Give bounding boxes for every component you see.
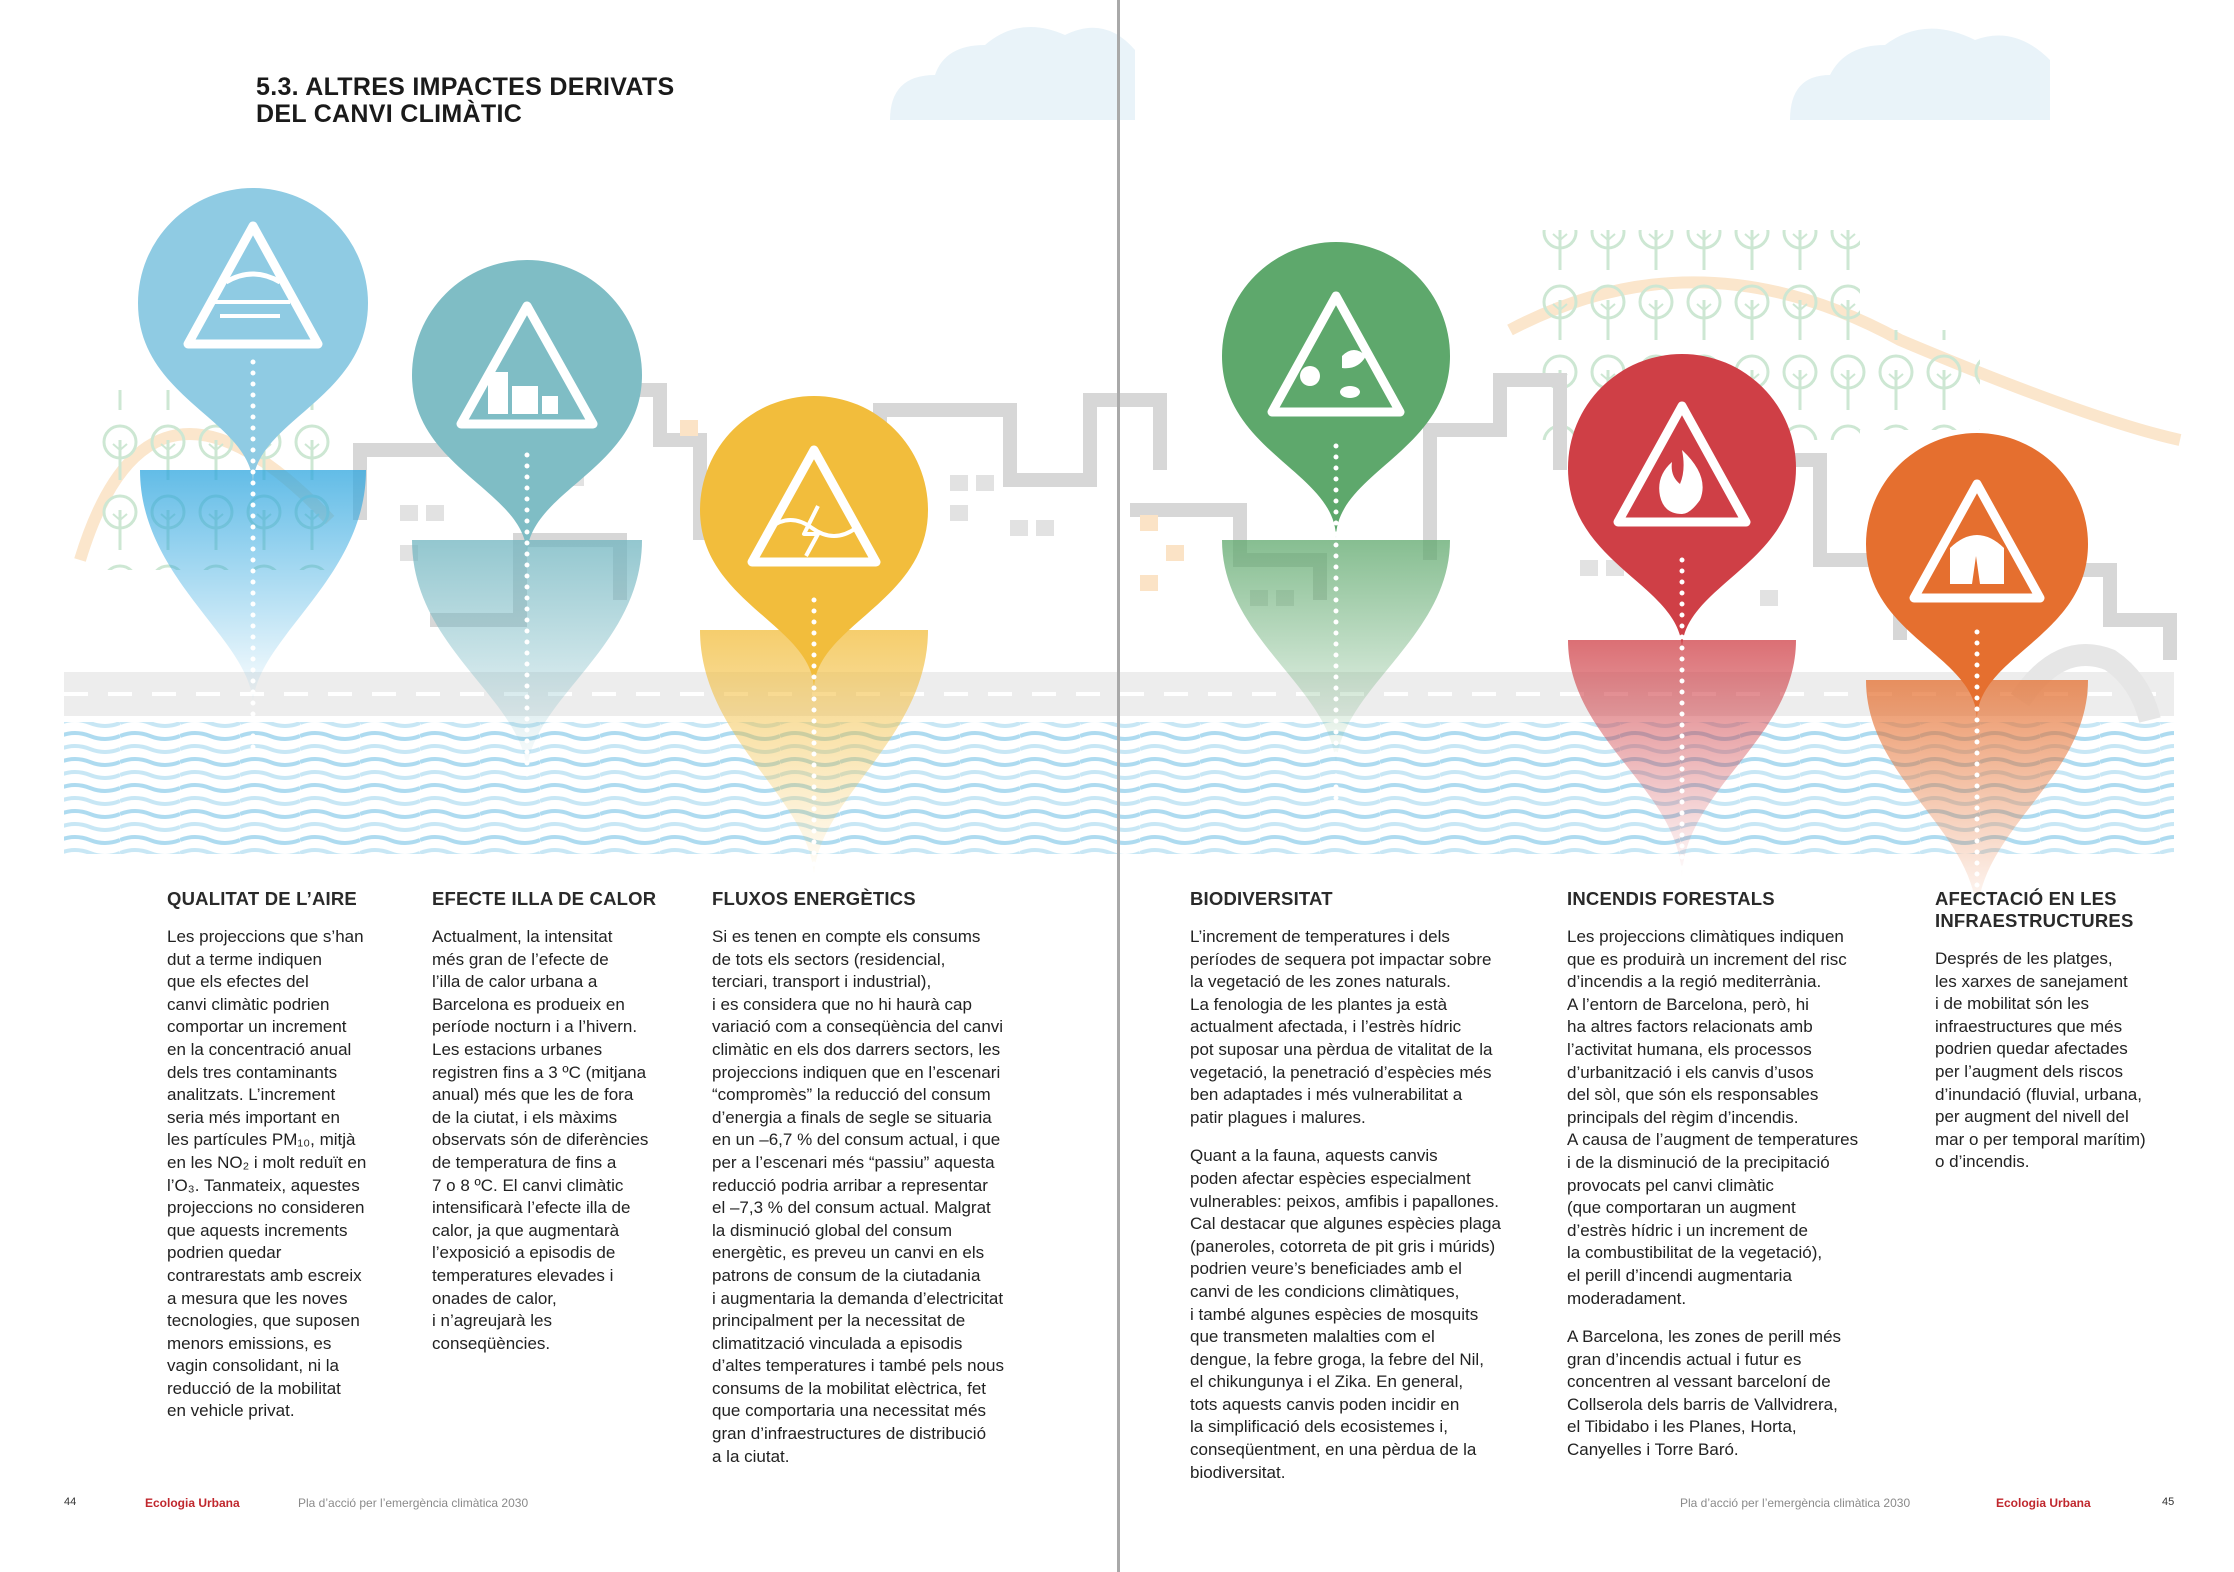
text-line: en vehicle privat. (167, 1401, 295, 1421)
text-line: per a l’escenari més “passiu” aquesta (712, 1152, 995, 1172)
text-line: La fenologia de les plantes ja està (1190, 994, 1448, 1014)
text-line: biodiversitat. (1190, 1462, 1286, 1482)
column-heat-island (432, 888, 682, 1371)
heading-line: INCENDIS FORESTALS (1567, 888, 1775, 909)
text-line: que es produirà un increment del risc (1567, 949, 1847, 969)
text-line: que els efectes del (167, 972, 309, 992)
text-line: moderadament. (1567, 1288, 1687, 1308)
text-line: vulnerables: peixos, amfibis i papallones. (1190, 1191, 1500, 1211)
text-line: conseqüentment, en una pèrdua de la (1190, 1440, 1477, 1460)
text-line: les xarxes de sanejament (1935, 971, 2128, 991)
text-line: dels tres contaminants (167, 1062, 338, 1082)
text-line: intensificarà l’efecte illa de (432, 1198, 631, 1218)
section-label-right: Ecologia Urbana (1996, 1496, 2091, 1510)
text-line: tecnologies, que suposen (167, 1311, 360, 1331)
column-energy-flows (712, 888, 1072, 1484)
text-line: el Tibidabo i les Planes, Horta, (1567, 1417, 1797, 1437)
document-title-right: Pla d’acció per l’emergència climàtica 2030 (1680, 1496, 1911, 1510)
text-line: patrons de consum de la ciutadania (712, 1265, 981, 1285)
heading-line: QUALITAT DE L’AIRE (167, 888, 357, 909)
heading-line: INFRAESTRUCTURES (1935, 910, 2134, 931)
clouds (890, 27, 2050, 120)
text-line: la simplificació dels ecosistemes i, (1190, 1417, 1448, 1437)
text-line: l’activitat humana, els processos (1567, 1039, 1812, 1059)
document-title-left: Pla d’acció per l’emergència climàtica 2030 (298, 1496, 529, 1510)
text-line: d’inundació (fluvial, urbana, (1935, 1084, 2142, 1104)
text-line: climàtic en els dos darrers sectors, les (712, 1039, 1001, 1059)
page-title (256, 74, 674, 128)
text-line: Barcelona es produeix en (432, 994, 625, 1014)
text-line: observats són de diferències (432, 1130, 649, 1150)
text-line: el –7,3 % del consum actual. Malgrat (712, 1198, 991, 1218)
column-biodiversity (1190, 888, 1560, 1500)
column-air-quality (167, 888, 407, 1439)
text-line: en la concentració anual (167, 1039, 352, 1059)
text-line: en un –6,7 % del consum actual, i que (712, 1130, 1001, 1150)
text-line: reducció podria arribar a representar (712, 1175, 988, 1195)
text-line: períodes de sequera pot impactar sobre (1190, 949, 1492, 969)
text-line: poden afectar espècies especialment (1190, 1168, 1471, 1188)
text-line: l’O₃. Tanmateix, aquestes (167, 1175, 360, 1195)
text-line: actualment afectada, i l’estrès hídric (1190, 1017, 1462, 1037)
text-line: (que comportaran un augment (1567, 1198, 1796, 1218)
text-line: registren fins a 3 ºC (mitjana (432, 1062, 647, 1082)
body-paragraph (1935, 948, 2205, 1174)
text-line: per l’augment dels riscos (1935, 1061, 2124, 1081)
text-line: provocats pel canvi climàtic (1567, 1175, 1774, 1195)
text-line: i n’agreujarà les (432, 1311, 553, 1331)
text-line: ben adaptades i més vulnerabilitat a (1190, 1085, 1463, 1105)
text-line: infraestructures que més (1935, 1016, 2123, 1036)
text-line: Després de les platges, (1935, 949, 2113, 968)
text-line: podrien quedar (167, 1243, 282, 1263)
text-line: de temperatura de fins a (432, 1152, 617, 1172)
text-line: el perill d’incendi augmentaria (1567, 1265, 1792, 1285)
text-line: Cal destacar que algunes espècies plaga (1190, 1214, 1501, 1234)
text-line: contrarestats amb escreix (167, 1265, 362, 1285)
text-line: i de mobilitat són les (1935, 994, 2090, 1014)
text-line: Les projeccions que s’han (167, 927, 364, 946)
text-line: d’altes temperatures i també pels nous (712, 1356, 1004, 1376)
text-line: i es considera que no hi haurà cap (712, 994, 972, 1014)
text-line: dut a terme indiquen (167, 949, 322, 969)
column-heading (1935, 888, 2205, 932)
column-infrastructure (1935, 888, 2205, 1190)
text-line: d’urbanització i els canvis d’usos (1567, 1062, 1814, 1082)
text-line: seria més important en (167, 1107, 340, 1127)
text-line: comportar un increment (167, 1017, 347, 1037)
body-paragraph (167, 926, 407, 1423)
text-line: patir plagues i malures. (1190, 1107, 1366, 1127)
text-line: principals del règim d’incendis. (1567, 1107, 1799, 1127)
text-line: Quant a la fauna, aquests canvis (1190, 1146, 1438, 1166)
text-line: d’energia a finals de segle se situaria (712, 1107, 992, 1127)
text-line: a la ciutat. (712, 1446, 790, 1466)
text-line: de la ciutat, i els màxims (432, 1107, 618, 1127)
text-line: el chikungunya i el Zika. En general, (1190, 1372, 1464, 1392)
text-line: període nocturn i a l’hivern. (432, 1017, 638, 1037)
text-line: projeccions indiquen que en l’escenari (712, 1062, 1001, 1082)
text-line: onades de calor, (432, 1288, 557, 1308)
text-line: a mesura que les noves (167, 1288, 348, 1308)
page-title-line-1: 5.3. ALTRES IMPACTES DERIVATS (256, 73, 675, 101)
text-line: variació com a conseqüència del canvi (712, 1017, 1004, 1037)
pin-heat (412, 260, 642, 800)
text-line: reducció de la mobilitat (167, 1378, 341, 1398)
text-line: l’exposició a episodis de (432, 1243, 616, 1263)
text-line: podrien quedar afectades (1935, 1039, 2128, 1059)
text-line: que comportaria una necessitat més (712, 1401, 987, 1421)
text-line: 7 o 8 ºC. El canvi climàtic (432, 1175, 624, 1195)
text-line: terciari, transport i industrial), (712, 972, 932, 992)
section-label-left: Ecologia Urbana (145, 1496, 240, 1510)
text-line: vagin consolidant, ni la (167, 1356, 340, 1376)
heading-line: FLUXOS ENERGÈTICS (712, 888, 916, 909)
page-number-left: 44 (64, 1496, 77, 1508)
column-heading (432, 888, 682, 910)
text-line: que aquests increments (167, 1220, 348, 1240)
body-paragraph (1190, 926, 1560, 1129)
page-spine (1117, 0, 1120, 1572)
text-line: L’increment de temperatures i dels (1190, 927, 1450, 946)
text-line: Collserola dels barris de Vallvidrera, (1567, 1394, 1838, 1414)
text-line: d’incendis a la regió mediterrània. (1567, 972, 1822, 992)
text-line: d’estrès hídric i un increment de (1567, 1220, 1808, 1240)
body-paragraph (1190, 1145, 1560, 1484)
page-number-right: 45 (2162, 1496, 2175, 1508)
text-line: consums de la mobilitat elèctrica, fet (712, 1378, 987, 1398)
text-line: A Barcelona, les zones de perill més (1567, 1327, 1842, 1347)
text-line: mar o per temporal marítim) (1935, 1129, 2146, 1149)
text-line: i de la disminució de la precipitació (1567, 1152, 1830, 1172)
text-line: podrien veure’s beneficiades amb el (1190, 1259, 1462, 1279)
text-line: anual) més que les de fora (432, 1085, 634, 1105)
text-line: la vegetació de les zones naturals. (1190, 972, 1451, 992)
text-line: la combustibilitat de la vegetació), (1567, 1243, 1823, 1263)
text-line: A causa de l’augment de temperatures (1567, 1130, 1859, 1150)
column-forest-fires (1567, 888, 1892, 1478)
text-line: pot suposar una pèrdua de vitalitat de la (1190, 1039, 1493, 1059)
heading-line: BIODIVERSITAT (1190, 888, 1333, 909)
text-line: més gran de l’efecte de (432, 949, 609, 969)
text-line: Canyelles i Torre Baró. (1567, 1440, 1739, 1460)
text-line: Si es tenen en compte els consums (712, 927, 981, 946)
heading-line: EFECTE ILLA DE CALOR (432, 888, 657, 909)
text-line: la disminució global del consum (712, 1220, 953, 1240)
body-paragraph (432, 926, 682, 1355)
text-line: canvi de les condicions climàtiques, (1190, 1281, 1460, 1301)
text-line: les partícules PM₁₀, mitjà (167, 1130, 356, 1150)
column-heading (712, 888, 1072, 910)
body-paragraph (1567, 1326, 1892, 1462)
text-line: per augment del nivell del (1935, 1107, 2129, 1127)
text-line: tots aquests canvis poden incidir en (1190, 1394, 1460, 1414)
text-line: que transmeten malalties com el (1190, 1327, 1435, 1347)
text-line: ha altres factors relacionats amb (1567, 1017, 1813, 1037)
column-heading (1190, 888, 1560, 910)
text-line: projeccions no consideren (167, 1198, 365, 1218)
text-line: “compromès” la reducció del consum (712, 1085, 991, 1105)
text-line: i augmentaria la demanda d’electricitat (712, 1288, 1004, 1308)
text-line: menors emissions, es (167, 1333, 332, 1353)
text-line: o d’incendis. (1935, 1152, 2030, 1172)
text-line: Actualment, la intensitat (432, 927, 613, 946)
text-line: temperatures elevades i (432, 1265, 614, 1285)
column-heading (1567, 888, 1892, 910)
text-line: i també algunes espècies de mosquits (1190, 1304, 1479, 1324)
text-line: l’illa de calor urbana a (432, 972, 598, 992)
body-paragraph (712, 926, 1072, 1468)
text-line: vegetació, la penetració d’espècies més (1190, 1062, 1492, 1082)
text-line: en les NO₂ i molt reduït en (167, 1152, 367, 1172)
text-line: calor, ja que augmentarà (432, 1220, 620, 1240)
text-line: Les estacions urbanes (432, 1039, 603, 1059)
text-line: climatització vinculada a episodis (712, 1333, 963, 1353)
text-line: analitzats. L’increment (167, 1085, 336, 1105)
text-line: del sòl, que són els responsables (1567, 1085, 1819, 1105)
text-line: gran d’infraestructures de distribució (712, 1424, 987, 1444)
pin-biodiversity (1222, 242, 1450, 800)
heading-line: AFECTACIÓ EN LES (1935, 888, 2117, 909)
text-line: concentren al vessant barceloní de (1567, 1372, 1831, 1392)
text-line: gran d’incendis actual i futur es (1567, 1349, 1802, 1369)
text-line: dengue, la febre groga, la febre del Nil, (1190, 1349, 1484, 1369)
text-line: canvi climàtic podrien (167, 994, 330, 1014)
text-line: (paneroles, cotorreta de pit gris i múrids) (1190, 1236, 1496, 1256)
pin-infrastructure (1866, 433, 2088, 930)
body-paragraph (1567, 926, 1892, 1310)
page-title-line-2: DEL CANVI CLIMÀTIC (256, 100, 523, 128)
text-line: A l’entorn de Barcelona, però, hi (1567, 994, 1809, 1014)
text-line: de tots els sectors (residencial, (712, 949, 946, 969)
column-heading (167, 888, 407, 910)
text-line: energètic, es preveu un canvi en els (712, 1243, 985, 1263)
text-line: conseqüències. (432, 1333, 551, 1353)
text-line: principalment per la necessitat de (712, 1311, 966, 1331)
text-line: Les projeccions climàtiques indiquen (1567, 927, 1844, 946)
